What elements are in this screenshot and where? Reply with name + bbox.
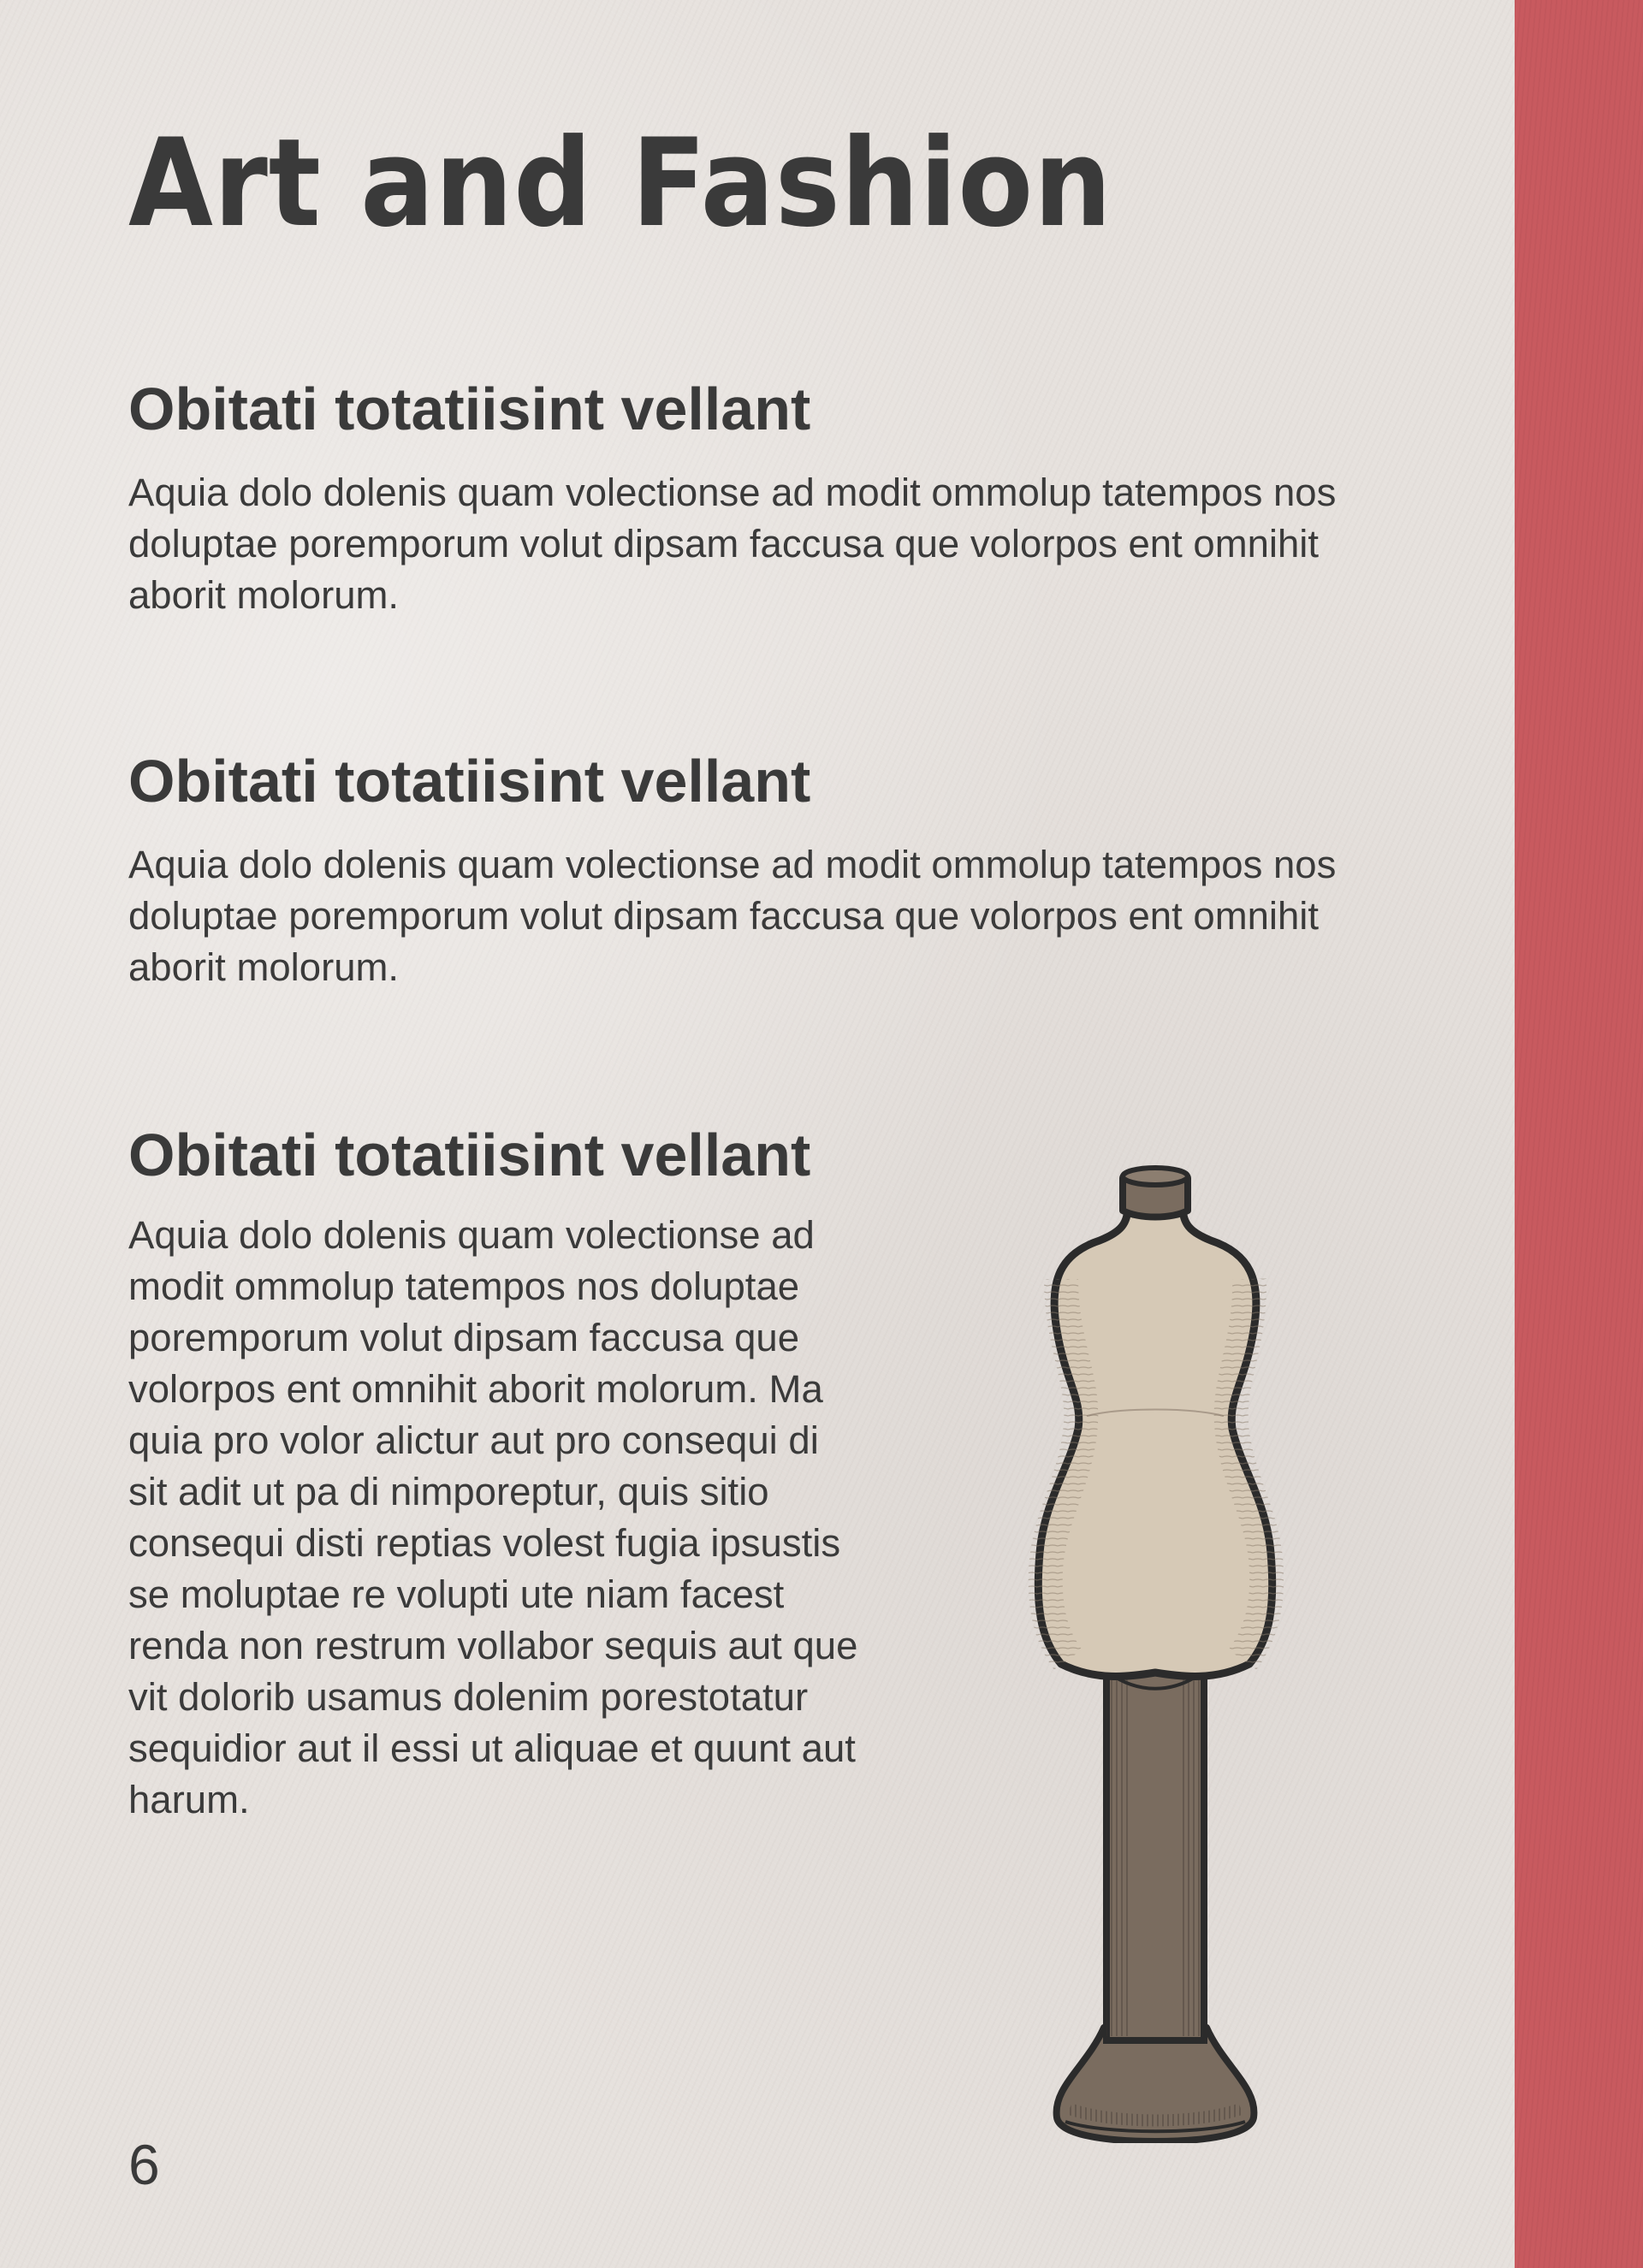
mannequin-neck <box>1123 1168 1188 1217</box>
section-2-heading: Obitati totatiisint vellant <box>128 748 811 814</box>
section-2 <box>128 745 1421 993</box>
mannequin-base <box>1057 2028 1254 2141</box>
page-title: Art and Fashion <box>128 113 1112 254</box>
section-1-heading: Obitati totatiisint vellant <box>128 376 811 442</box>
section-2-body: Aquia dolo dolenis quam volectionse ad modit ommolup tatempos nos doluptae poremporum volut dipsam faccusa que volorpos ent omnihit aborit molorum. <box>128 843 1337 989</box>
section-3-body: Aquia dolo dolenis quam volectionse ad modit ommolup tatempos nos doluptae poremporum volut dipsam faccusa que volorpos ent omnihit aborit molorum. Ma quia pro volor alictur aut pro consequi di sit adit ut pa di nimporeptur, quis sitio consequi disti reptias volest fugia ipsustis se moluptae re volupti ute niam facest renda non restrum vollabor sequis aut que vit dolorib usamus dolenim porestotatur sequidior aut il essi ut aliquae et quunt aut harum. <box>128 1213 858 1821</box>
dress-form-mannequin-icon <box>1027 1159 1284 2143</box>
side-accent-stripe <box>1515 0 1643 2268</box>
section-3 <box>128 1119 864 1826</box>
mannequin-torso <box>1038 1206 1272 1676</box>
section-1 <box>128 373 1421 621</box>
page-number: 6 <box>128 2133 160 2196</box>
section-1-body: Aquia dolo dolenis quam volectionse ad modit ommolup tatempos nos doluptae poremporum volut dipsam faccusa que volorpos ent omnihit aborit molorum. <box>128 471 1337 617</box>
mannequin-pole <box>1106 1664 1204 2040</box>
section-3-heading: Obitati totatiisint vellant <box>128 1122 811 1188</box>
